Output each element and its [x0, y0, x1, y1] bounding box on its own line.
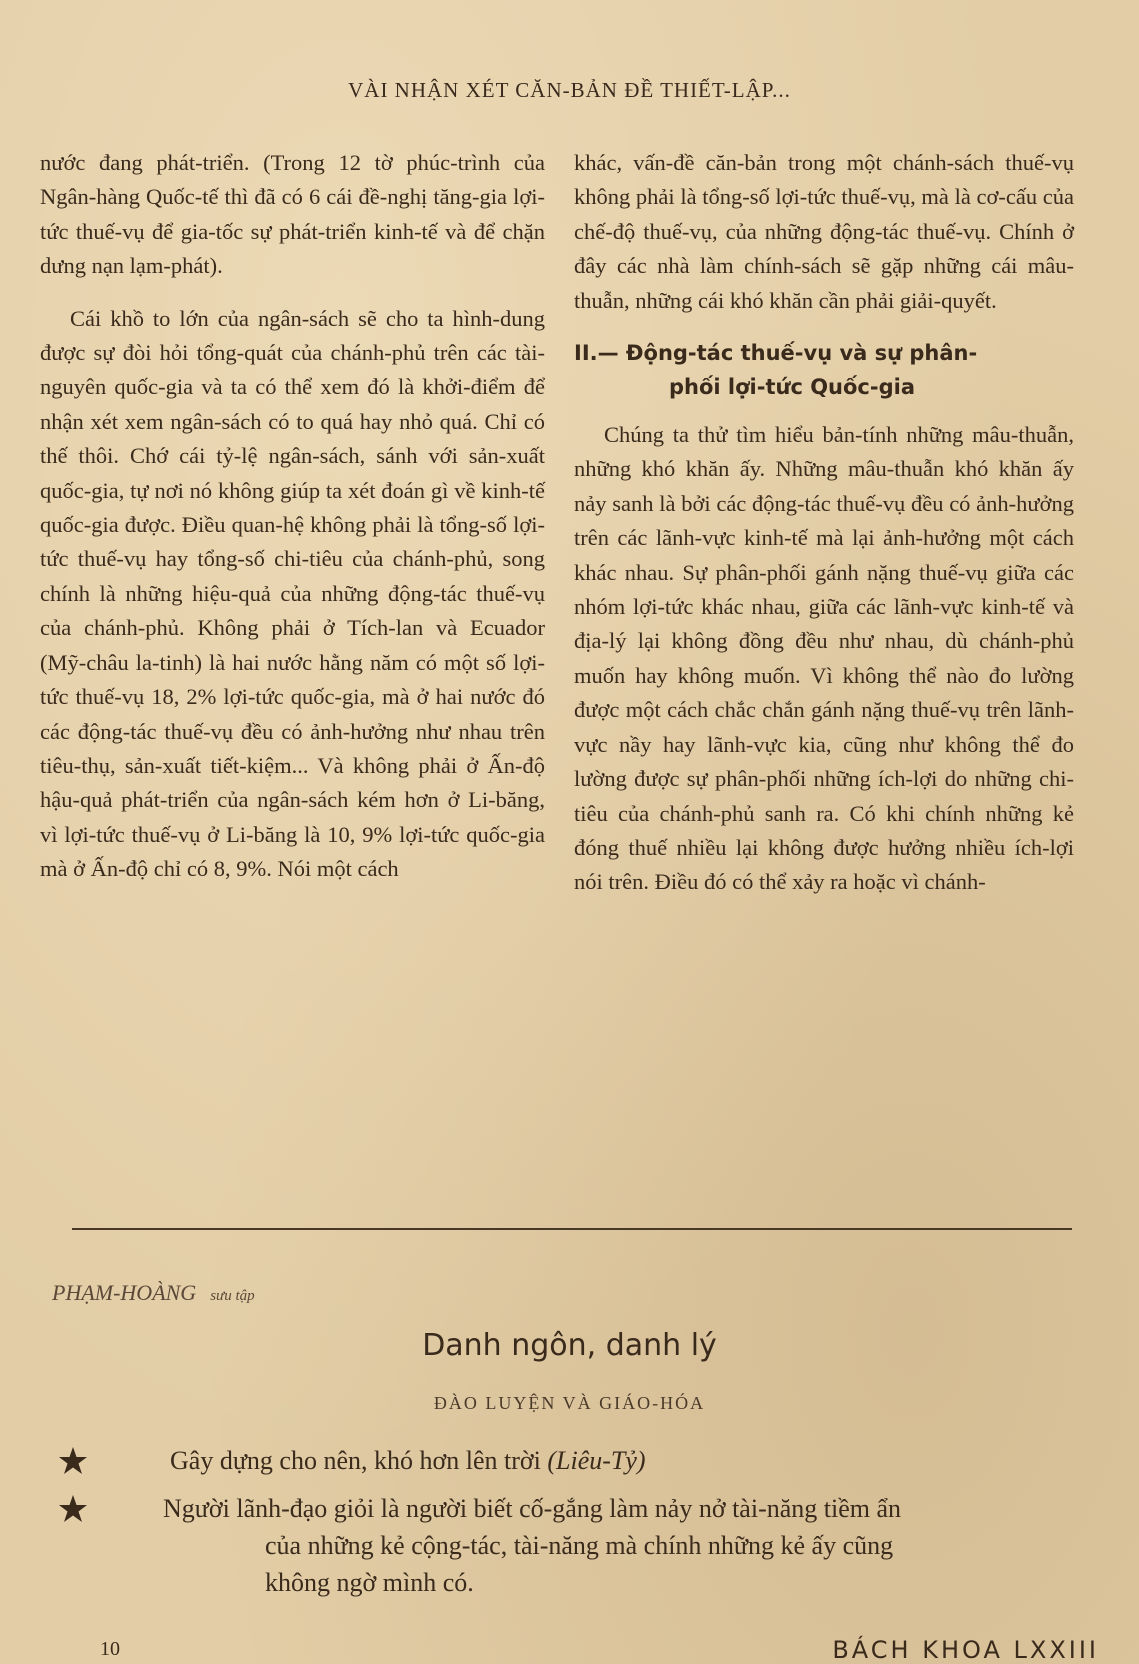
section-heading	[574, 336, 1074, 404]
star-icon	[58, 1494, 88, 1524]
quote-line: của những kẻ cộng-tác, tài-năng mà chính những kẻ ấy cũng	[265, 1531, 894, 1560]
quote-line: không ngờ mình có.	[265, 1568, 474, 1597]
quote-item	[58, 1490, 1088, 1610]
quote-line: Người lãnh-đạo giỏi là người biết cố-gắng làm nảy nở tài-năng tiềm ẩn	[163, 1494, 902, 1523]
horizontal-divider	[72, 1228, 1072, 1230]
quote-text	[163, 1490, 1139, 1601]
quote-body: Gây dựng cho nên, khó hơn lên trời	[170, 1446, 541, 1475]
compiler-role: sưu tập	[210, 1288, 255, 1304]
paragraph: Cái khồ to lớn của ngân-sách sẽ cho ta hình-dung được sự đòi hỏi tổng-quát của chánh-phủ trên các tài-nguyên quốc-gia và ta có thể xem đó là khởi-điểm để nhận xét xem ngân-sách có to quá hay nhỏ quá. Chỉ có thế thôi. Chớ cái tỷ-lệ ngân-sách, sánh với sản-xuất quốc-gia, tự nơi nó không giúp ta xét đoán gì về kinh-tế quốc-gia được. Điều quan-hệ không phải là tổng-số lợi-tức thuế-vụ hay tổng-số chi-tiêu của chánh-phủ, song chính là những hiệu-quả của những động-tác thuế-vụ của chánh-phủ. Không phải ở Tích-lan và Ecuador (Mỹ-châu la-tinh) là hai nước hằng năm có một số lợi-tức thuế-vụ 18, 2% lợi-tức quốc-gia, mà ở hai nước đó các động-tác thuế-vụ đều có ảnh-hưởng như nhau trên tiêu-thụ, sản-xuất tiết-kiệm... Và không phải ở Ấn-độ hậu-quả phát-triển của ngân-sách kém hơn ở Li-băng, vì lợi-tức thuế-vụ ở Li-băng là 10, 9% lợi-tức quốc-gia mà ở Ấn-độ chỉ có 8, 9%. Nói một cách	[40, 305, 545, 882]
left-column	[40, 146, 545, 887]
quote-text	[170, 1442, 1070, 1479]
paragraph: nước đang phát-triển. (Trong 12 tờ phúc-trình của Ngân-hàng Quốc-tế thì đã có 6 cái đề-nghị tăng-gia lợi-tức thuế-vụ để gia-tốc sự phát-triển kinh-tế và để chặn dưng nạn lạm-phát).	[40, 150, 545, 279]
quote-author: (Liêu-Tỷ)	[547, 1446, 646, 1475]
section-heading-line: II.— Động-tác thuế-vụ và sự phân-	[574, 341, 978, 366]
page-number: 10	[100, 1638, 120, 1660]
running-head: VÀI NHẬN XÉT CĂN-BẢN ĐỀ THIẾT-LẬP...	[348, 78, 791, 102]
section-heading-line: phối lợi-tức Quốc-gia	[669, 375, 916, 400]
compiler-name: PHẠM-HOÀNG	[52, 1280, 197, 1305]
feature-subtitle: ĐÀO LUYỆN VÀ GIÁO-HÓA	[433, 1393, 706, 1413]
right-column	[574, 146, 1074, 900]
journal-footer: BÁCH KHOA LXXIII	[832, 1636, 1099, 1664]
star-icon	[58, 1446, 88, 1476]
paragraph: Chúng ta thử tìm hiểu bản-tính những mâu-thuẫn, những khó khăn ấy. Những mâu-thuẫn khó khăn ấy nảy sanh là bởi các động-tác thuế-vụ đều có ảnh-hưởng trên các lãnh-vực kinh-tế mà lại ảnh-hưởng một cách khác nhau. Sự phân-phối gánh nặng thuế-vụ giữa các nhóm lợi-tức khác nhau, giữa các lãnh-vực kinh-tế và địa-lý lại không đồng đều như nhau, dù chánh-phủ muốn hay không muốn. Vì không thể nào đo lường được một cách chắc chắn gánh nặng thuế-vụ trên lãnh-vực nầy hay lãnh-vực kia, cũng như không thể đo lường được sự phân-phối những ích-lợi do những chi-tiêu của chánh-phủ sanh ra. Có khi chính những kẻ đóng thuế nhiều lại không được hưởng nhiều ích-lợi nói trên. Điều đó có thể xảy ra hoặc vì chánh-	[574, 422, 1074, 895]
paragraph: khác, vấn-đề căn-bản trong một chánh-sách thuế-vụ không phải là tổng-số lợi-tức thuế-vụ, mà là cơ-cấu của chế-độ thuế-vụ, của những động-tác thuế-vụ. Chính ở đây các nhà làm chính-sách sẽ gặp những cái mâu-thuẫn, những cái khó khăn cần phải giải-quyết.	[574, 150, 1074, 313]
compiler-credit	[52, 1280, 255, 1306]
feature-title: Danh ngôn, danh lý	[422, 1328, 717, 1363]
